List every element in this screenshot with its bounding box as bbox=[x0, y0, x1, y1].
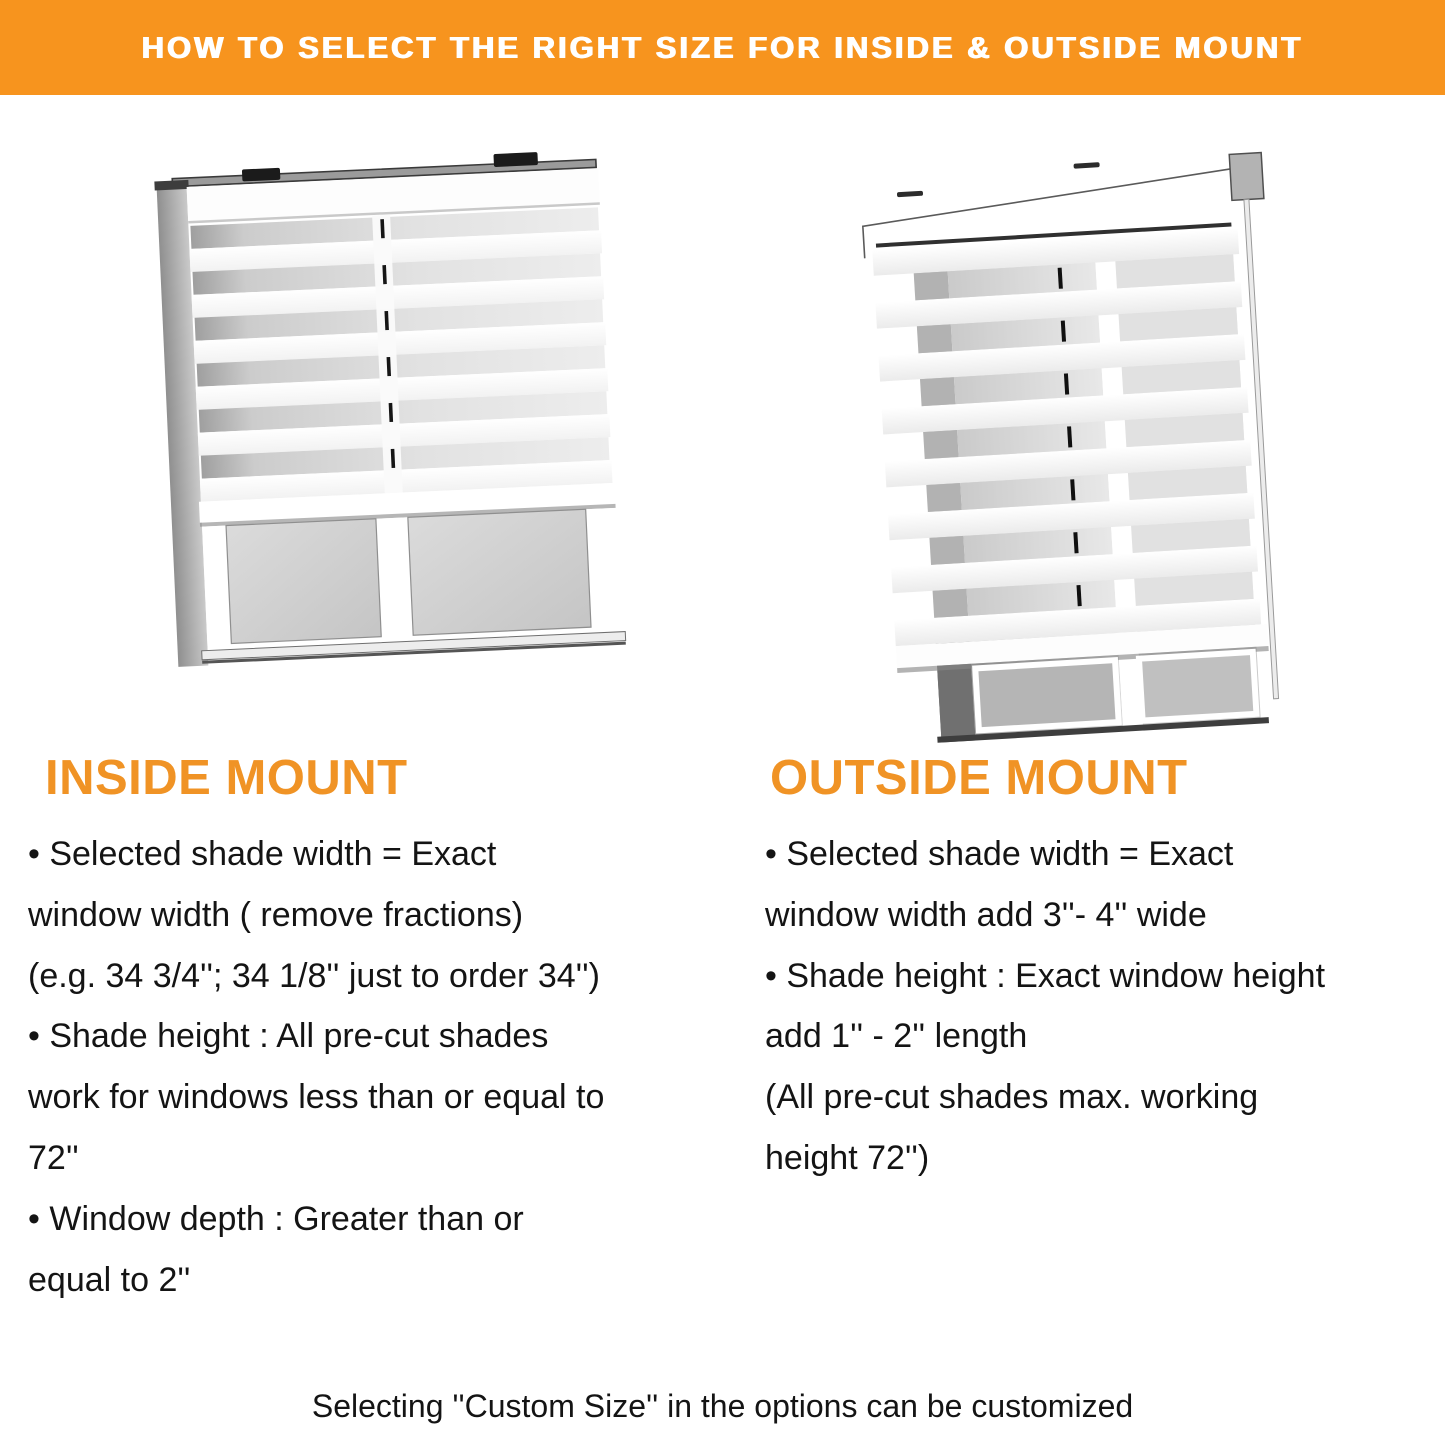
text-line: • Selected shade width = Exact bbox=[28, 835, 497, 873]
outside-mount-instructions bbox=[765, 824, 1430, 1189]
text-line: (e.g. 34 3/4''; 34 1/8'' just to order 34'') bbox=[28, 956, 600, 995]
zebra-shade-stripes bbox=[872, 222, 1261, 646]
text-line: add 1'' - 2'' length bbox=[765, 1017, 1028, 1056]
text-line: equal to 2'' bbox=[28, 1260, 191, 1299]
page-title: HOW TO SELECT THE RIGHT SIZE FOR INSIDE & OUTSIDE MOUNT bbox=[141, 29, 1304, 65]
text-line: window width add 3''- 4'' wide bbox=[765, 895, 1207, 934]
text-line: work for windows less than or equal to bbox=[28, 1078, 605, 1117]
outside-mount-illustration bbox=[862, 136, 1292, 750]
inside-mount-instructions bbox=[28, 824, 723, 1310]
text-line: • Selected shade width = Exact bbox=[765, 835, 1234, 873]
custom-size-note: Selecting ''Custom Size'' in the options can be customized bbox=[311, 1388, 1134, 1424]
outside-mount-heading: OUTSIDE MOUNT bbox=[770, 751, 1188, 805]
text-line: window width ( remove fractions) bbox=[28, 895, 524, 934]
text-line: • Shade height : All pre-cut shades bbox=[28, 1017, 549, 1056]
title-banner bbox=[0, 0, 1445, 95]
inside-mount-heading: INSIDE MOUNT bbox=[45, 751, 408, 805]
text-line: • Shade height : Exact window height bbox=[765, 956, 1326, 995]
inside-mount-illustration bbox=[158, 153, 625, 715]
text-line: (All pre-cut shades max. working bbox=[765, 1078, 1259, 1117]
window-glass-panes bbox=[202, 508, 619, 653]
text-line: 72'' bbox=[28, 1138, 79, 1177]
corner-shadow bbox=[154, 180, 188, 191]
text-line: height 72'') bbox=[765, 1138, 930, 1177]
text-line: • Window depth : Greater than or bbox=[28, 1199, 524, 1238]
zebra-shade-stripes bbox=[188, 205, 612, 501]
mounting-bracket bbox=[1229, 153, 1264, 201]
